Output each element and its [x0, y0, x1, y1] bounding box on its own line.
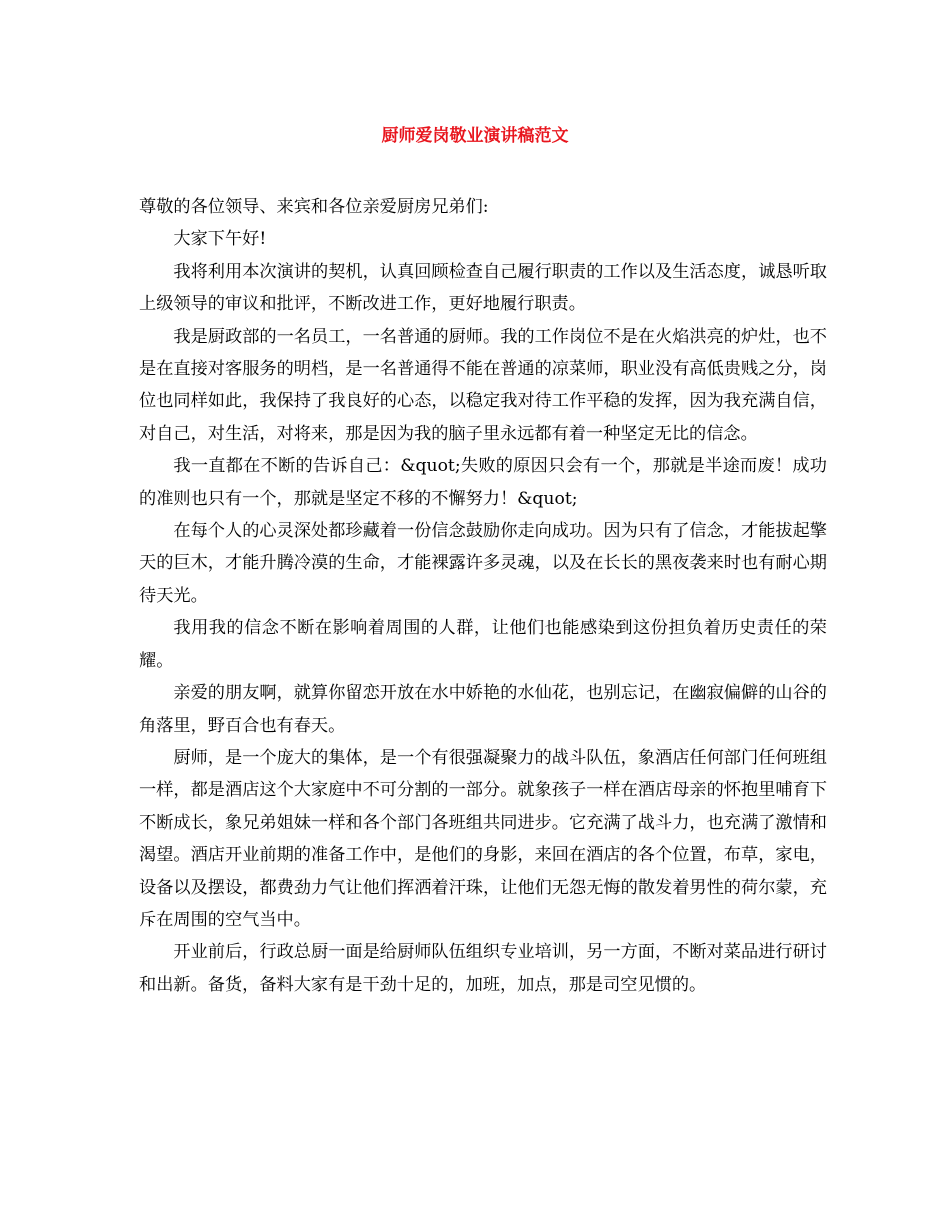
- document-body: [139, 191, 827, 1001]
- document-title: 厨师爱岗敬业演讲稿范文: [381, 126, 569, 146]
- body-paragraph: 开业前后，行政总厨一面是给厨师队伍组织专业培训，另一方面，不断对菜品进行研讨和出新。备货，备料大家有是干劲十足的，加班，加点，那是司空见惯的。: [139, 942, 827, 995]
- body-paragraph: 我一直都在不断的告诉自己：&quot;失败的原因只会有一个，那就是半途而废！成功的准则也只有一个，那就是坚定不移的不懈努力！&quot;: [139, 456, 827, 509]
- body-paragraph: 我是厨政部的一名员工，一名普通的厨师。我的工作岗位不是在火焰洪亮的炉灶，也不是在直接对客服务的明档，是一名普通得不能在普通的凉菜师，职业没有高低贵贱之分，岗位也同样如此，我保持了我良好的心态，以稳定我对待工作平稳的发挥，因为我充满自信，对自己，对生活，对将来，那是因为我的脑子里永远都有着一种坚定无比的信念。: [139, 326, 827, 444]
- body-paragraph: 我将利用本次演讲的契机，认真回顾检查自己履行职责的工作以及生活态度，诚恳听取上级领导的审议和批评，不断改进工作，更好地履行职责。: [139, 261, 827, 315]
- body-paragraph: 亲爱的朋友啊，就算你留恋开放在水中娇艳的水仙花，也别忘记，在幽寂偏僻的山谷的角落里，野百合也有春天。: [139, 683, 827, 736]
- body-paragraph: 大家下午好!: [173, 229, 267, 250]
- body-paragraph: 在每个人的心灵深处都珍藏着一份信念鼓励你走向成功。因为只有了信念，才能拔起擎天的巨木，才能升腾冷漠的生命，才能裸露许多灵魂，以及在长长的黑夜袭来时也有耐心期待天光。: [139, 521, 827, 606]
- body-paragraph: 厨师，是一个庞大的集体，是一个有很强凝聚力的战斗队伍，象酒店任何部门任何班组一样，都是酒店这个大家庭中不可分割的一部分。就象孩子一样在酒店母亲的怀抱里哺育下不断成长，象兄弟姐妹一样和各个部门各班组共同进步。它充满了战斗力，也充满了激情和渴望。酒店开业前期的准备工作中，是他们的身影，来回在酒店的各个位置，布草，家电，设备以及摆设，都费劲力气让他们挥洒着汗珠，让他们无怨无悔的散发着男性的荷尔蒙，充斥在周围的空气当中。: [139, 747, 827, 930]
- body-paragraph: 我用我的信念不断在影响着周围的人群，让他们也能感染到这份担负着历史责任的荣耀。: [139, 618, 827, 671]
- salutation-paragraph: 尊敬的各位领导、来宾和各位亲爱厨房兄弟们:: [139, 197, 489, 217]
